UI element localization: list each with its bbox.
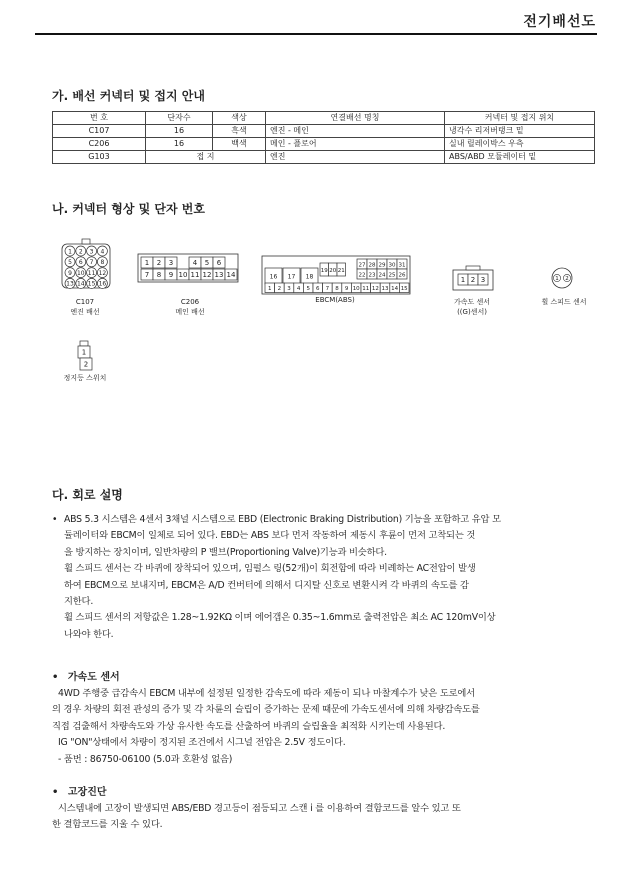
- cell-ground: 접 지: [146, 151, 266, 164]
- cell-location: ABS/ABD 모듈레이터 밑: [445, 151, 595, 164]
- section-b-title: 나. 커넥터 형상 및 단자 번호: [52, 202, 205, 216]
- ebcm-connector: [262, 256, 410, 294]
- table-row: [53, 151, 595, 164]
- pin-number: 28: [368, 262, 376, 269]
- c206-label: [155, 297, 225, 317]
- pin-number: 11: [362, 286, 370, 293]
- col-location: 커넥터 및 접지 위치: [445, 112, 595, 125]
- pin-number: 25: [388, 272, 396, 279]
- pin-number: 11: [190, 270, 200, 279]
- bullet-icon: •: [52, 672, 59, 683]
- pin-number: 1: [68, 248, 72, 256]
- pin-number: 24: [378, 272, 386, 279]
- pin-number: 7: [144, 270, 150, 279]
- section-a-title: 가. 배선 커넥터 및 접지 안내: [52, 89, 205, 103]
- pin-number: 2: [78, 248, 83, 256]
- pin-number: 29: [378, 262, 386, 269]
- paragraph-1: ABS 5.3 시스템은 4센서 3채널 시스템으로 EBD (Electronic Braking Distribution) 기능을 포함하고 유압 모 듈레이터와 EBCM이 일체로 되어 있다. EBD는 ABS 보다 먼저 작동하여 제동시 후륜이 먼저 고착되는 것 을 방지하는 장치이며, 일반차량의 P 밸브(Proportioning Valve)기능과 비슷하다.: [64, 514, 501, 558]
- pin-number: 2: [156, 258, 162, 267]
- pin-number: 5: [306, 286, 310, 293]
- pin-number: 9: [344, 286, 349, 293]
- pin-number: 16: [269, 273, 278, 281]
- cell-location: 냉각수 리저버탱크 밑: [445, 125, 595, 138]
- wheel-label: 휠 스피드 센서: [541, 298, 587, 306]
- pin-number: 18: [305, 273, 314, 281]
- bullet-icon: •: [52, 514, 58, 525]
- pin-number: 10: [76, 269, 85, 277]
- pin-number: 9: [68, 269, 72, 277]
- pin-number: 1: [81, 348, 87, 357]
- pin-number: 11: [87, 269, 96, 277]
- accel-sub: ((G)센서): [457, 308, 487, 316]
- ebcm-label: EBCM(ABS): [315, 296, 355, 304]
- pin-number: 1: [555, 276, 559, 282]
- pin-number: 3: [168, 258, 174, 267]
- cell-number: C206: [53, 138, 146, 151]
- pin-number: 13: [381, 286, 389, 293]
- cell-color: 흑색: [213, 125, 266, 138]
- table-row: [53, 125, 595, 138]
- pin-number: 2: [83, 360, 89, 369]
- c107-desc: 엔진 배선: [70, 308, 100, 316]
- pin-number: 5: [204, 258, 210, 267]
- pin-number: 2: [470, 275, 476, 284]
- bullet-icon: •: [52, 787, 59, 798]
- cell-location: 실내 릴레이박스 우측: [445, 138, 595, 151]
- diagnosis-title: • 고장진단: [52, 787, 107, 798]
- paragraph-3: 휠 스피드 센서의 저항값은 1.28~1.92KΩ 이며 에어갭은 0.35~1.6mm로 출력전압은 최소 AC 120mV이상 나와야 한다.: [64, 612, 496, 640]
- pin-number: 10: [352, 286, 360, 293]
- pin-number: 12: [98, 269, 107, 277]
- col-color: 색상: [213, 112, 266, 125]
- pin-number: 4: [192, 258, 198, 267]
- pin-number: 8: [335, 286, 339, 293]
- pin-number: 7: [325, 286, 330, 293]
- pin-number: 3: [480, 275, 486, 284]
- pin-number: 7: [89, 259, 94, 267]
- cell-wire-name: 엔진: [266, 151, 445, 164]
- pin-number: 6: [78, 259, 83, 267]
- header-rule: [35, 33, 597, 35]
- stop-label: 정지등 스위치: [63, 374, 107, 382]
- connector-latch: [82, 239, 90, 244]
- pin-number: 6: [216, 258, 222, 267]
- c107-connector: [62, 239, 110, 288]
- pin-number: 2: [277, 286, 282, 293]
- pin-number: 5: [68, 259, 72, 267]
- pin-number: 8: [156, 270, 162, 279]
- pin-number: 27: [358, 262, 366, 269]
- pin-number: 13: [214, 270, 224, 279]
- connector-latch: [466, 266, 480, 270]
- pin-number: 19: [320, 267, 328, 274]
- c107-label: [60, 297, 110, 317]
- pin-number: 1: [268, 286, 272, 293]
- pin-number: 26: [398, 272, 406, 279]
- table-header-row: [53, 112, 595, 125]
- section-c-title: 다. 회로 설명: [52, 488, 123, 502]
- pin-number: 1: [144, 258, 150, 267]
- cell-pins: 16: [146, 138, 213, 151]
- cell-wire-name: 엔진 - 메인: [266, 125, 445, 138]
- wheel-speed-connector: [552, 268, 572, 288]
- cell-color: 백색: [213, 138, 266, 151]
- page-header-title: 전기배선도: [523, 14, 596, 30]
- c206-desc: 메인 배선: [175, 308, 205, 316]
- accel-label: [437, 297, 507, 317]
- pin-number: 14: [76, 280, 85, 288]
- pin-number: 1: [460, 275, 466, 284]
- col-number: 번 호: [53, 112, 146, 125]
- pin-number: 6: [316, 286, 320, 293]
- cell-number: C107: [53, 125, 146, 138]
- col-pins: 단자수: [146, 112, 213, 125]
- accel-sensor-text: 4WD 주행중 급감속시 EBCM 내부에 설정된 일정한 감속도에 따라 제동이 되나 마찰계수가 낮은 도로에서 의 경우 차량의 회전 관성의 증가 및 각 차륜의 슬립이 증가하는 문제 때문에 가속도센서에 의해 차량감속도를 직접 검출해서 차량속도와 가상 유사한 속도를 산출하여 바퀴의 슬립율을 최적화 시키는데 사용된다. IG "ON"상태에서 차량이 정지된 조건에서 시그널 전압은 2.5V 정도이다. - 품번 : 86750-06100 (5.0과 호환성 없음): [52, 688, 480, 765]
- accel-sensor-title: • 가속도 센서: [52, 672, 120, 683]
- pin-number: 23: [368, 272, 376, 279]
- paragraph-2: 휠 스피드 센서는 각 바퀴에 장착되어 있으며, 임펄스 링(52개)이 회전함에 따라 비례하는 AC전압이 발생 하여 EBCM으로 보내지며, EBCM은 A/D 컨버터에 의해서 디지탈 신호로 변환시켜 각 바퀴의 속도를 감 지한다.: [64, 563, 476, 608]
- pin-number: 13: [66, 280, 74, 288]
- pin-number: 4: [296, 286, 301, 293]
- pin-number: 3: [287, 286, 291, 293]
- pin-number: 2: [565, 276, 569, 282]
- pin-number: 16: [98, 280, 107, 288]
- accel-sensor-connector: [453, 266, 493, 290]
- col-wire-name: 연결배선 명칭: [266, 112, 445, 125]
- stop-switch-connector: [78, 341, 92, 370]
- c107-id: C107: [75, 298, 95, 306]
- connector-latch: [80, 341, 88, 346]
- pin-number: 12: [202, 270, 212, 279]
- pin-number: 30: [388, 262, 396, 269]
- pin-number: 8: [100, 259, 105, 267]
- c206-id: C206: [180, 298, 200, 306]
- table-row: [53, 138, 595, 151]
- diagnosis-text: 시스템내에 고장이 발생되면 ABS/EBD 경고등이 점등되고 스캔 i 를 이용하여 결함코드를 알수 있고 또 한 결함코드를 지울 수 있다.: [52, 803, 461, 831]
- pin-number: 20: [329, 267, 337, 274]
- cell-number: G103: [53, 151, 146, 164]
- pin-number: 9: [168, 270, 174, 279]
- accel-name: 가속도 센서: [453, 298, 491, 306]
- pin-number: 12: [371, 286, 379, 293]
- pin-number: 17: [287, 273, 296, 281]
- pin-number: 31: [398, 262, 406, 269]
- pin-number: 21: [337, 267, 345, 274]
- pin-number: 14: [391, 286, 399, 293]
- pin-number: 14: [226, 270, 236, 279]
- pin-number: 4: [100, 248, 105, 256]
- circuit-description: [52, 512, 600, 643]
- pin-number: 3: [89, 248, 94, 256]
- c206-connector: [138, 254, 238, 282]
- pin-number: 22: [358, 272, 366, 279]
- cell-pins: 16: [146, 125, 213, 138]
- pin-number: 15: [400, 286, 408, 293]
- pin-number: 15: [87, 280, 96, 288]
- connector-table: [52, 111, 595, 164]
- pin-number: 10: [178, 270, 188, 279]
- cell-wire-name: 메인 - 플로어: [266, 138, 445, 151]
